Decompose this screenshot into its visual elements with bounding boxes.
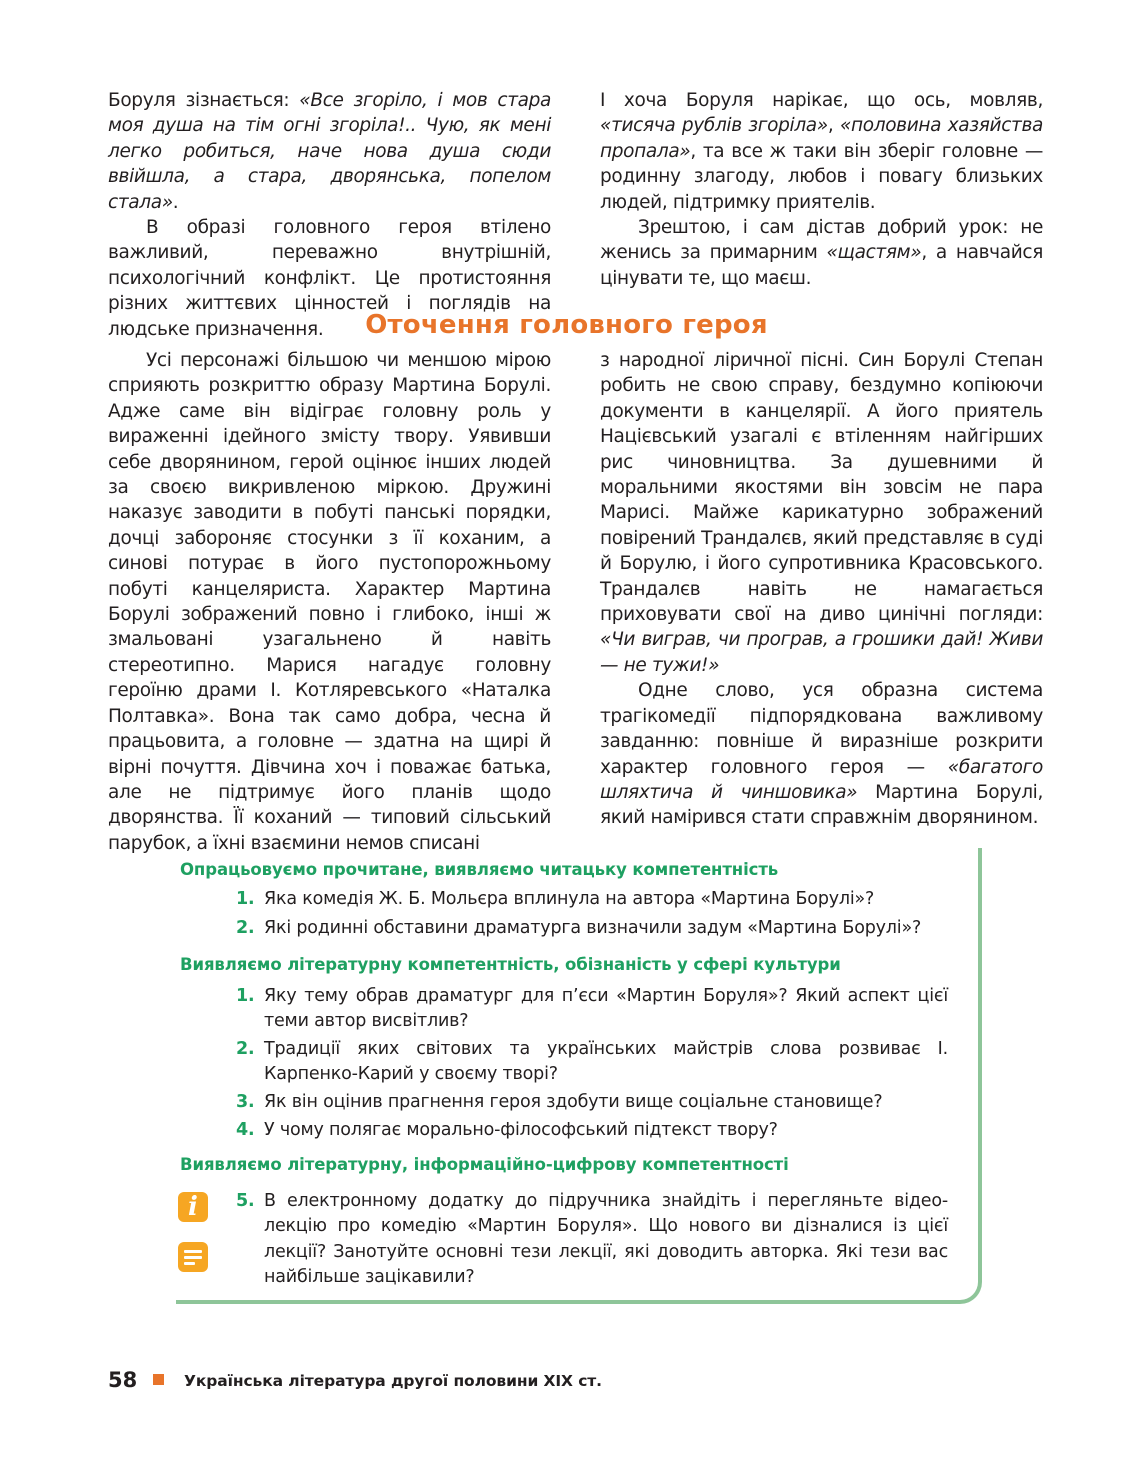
tasks-section-heading: Опрацьовуємо прочитане, виявляємо читацьку компетентність bbox=[180, 860, 779, 879]
question-number: 4. bbox=[236, 1120, 255, 1140]
text-run: , та все ж таки він зберіг головне — родинну злагоду, любов і повагу близьких людей, підтримку приятелів. bbox=[600, 140, 1043, 213]
question-number: 5. bbox=[236, 1191, 255, 1211]
paragraph bbox=[600, 678, 1043, 830]
footer-square-marker bbox=[153, 1374, 164, 1385]
paragraph bbox=[600, 88, 1043, 215]
question-text: Яка комедія Ж. Б. Мольєра вплинула на автора «Мартина Борулі»? bbox=[264, 889, 875, 909]
tasks-section-heading: Виявляємо літературну компетентність, обізнаність у сфері культури bbox=[180, 955, 841, 974]
top-left-column bbox=[108, 88, 551, 342]
text-run: Мартина Борулі, який намірився стати справжнім дворянином. bbox=[600, 781, 1043, 829]
question-item bbox=[236, 984, 948, 1035]
bottom-left-column bbox=[108, 348, 551, 856]
paragraph bbox=[600, 215, 1043, 291]
question-number: 1. bbox=[236, 889, 255, 909]
question-item bbox=[236, 1189, 948, 1291]
info-icon: i bbox=[178, 1192, 208, 1222]
tasks-section-heading: Виявляємо літературну, інформаційно-цифрову компетентності bbox=[180, 1155, 789, 1174]
text-run: Боруля зізнається: bbox=[108, 90, 300, 111]
bottom-right-column bbox=[600, 348, 1043, 831]
quote: «щастям» bbox=[826, 242, 922, 264]
question-item bbox=[236, 1090, 948, 1115]
question-item bbox=[236, 887, 948, 912]
question-text: В електронному додатку до підручника знайдіть і перегляньте відео-лекцію про комедію «Мартин Боруля». Що нового ви дізналися із цієї лекції? Занотуйте основні тези лекції, які доводить авторка. Які тези вас найбільше зацікавили? bbox=[264, 1191, 948, 1288]
text-run: , а навчайся цінувати те, що маєш. bbox=[600, 242, 1043, 289]
text-run: , bbox=[827, 115, 840, 137]
notes-icon bbox=[178, 1242, 208, 1272]
question-number: 2. bbox=[236, 918, 255, 938]
question-text: Традиції яких світових та українських майстрів слова розвиває І. Карпенко-Карий у своєму творі? bbox=[264, 1039, 948, 1085]
question-text: Які родинні обставини драматурга визначили задум «Мартина Борулі»? bbox=[264, 918, 922, 938]
question-text: У чому полягає морально-філософський підтекст твору? bbox=[264, 1120, 778, 1140]
question-text: Яку тему обрав драматург для п’єси «Мартин Боруля»? Який аспект цієї теми автор висвітлив? bbox=[264, 986, 948, 1032]
text-run: І хоча Боруля нарікає, що ось, мовляв, bbox=[600, 90, 1043, 111]
question-item bbox=[236, 916, 948, 941]
text-run: з народної ліричної пісні. Син Борулі Степан робить не свою справу, бездумно копіюючи документи в канцелярії. А його приятель Націєвський узагалі є втіленням найгірших рис чиновництва. За душевними й моральними якостями він зовсім не пара Марисі. Майже карикатурно зображений повірений Трандалєв, який представляє в суді й Борулю, і його супротивника Красовського. Трандалєв навіть не намагається приховувати свої на диво цинічні погляди: bbox=[600, 350, 1043, 626]
quote: «половина хазяйства пропала» bbox=[600, 115, 1044, 162]
quote: «тисяча рублів згоріла» bbox=[600, 115, 828, 137]
text-run: Одне слово, уся образна система трагікомедії підпорядкована важливому завданню: повніше й виразніше розкрити характер головного героя — bbox=[600, 680, 1043, 778]
question-item bbox=[236, 1037, 948, 1088]
page-number: 58 bbox=[108, 1368, 138, 1392]
section-title: Оточення головного героя bbox=[365, 310, 768, 340]
question-item bbox=[236, 1118, 948, 1143]
question-number: 1. bbox=[236, 986, 255, 1006]
running-title: Українська література другої половини ХІХ ст. bbox=[184, 1372, 602, 1390]
question-number: 3. bbox=[236, 1092, 255, 1112]
top-right-column bbox=[600, 88, 1043, 291]
quote: «Чи виграв, чи програв, а грошики дай! Живи — не тужи!» bbox=[600, 629, 1043, 676]
quote: «багатого шляхтича й чиншовика» bbox=[600, 756, 1043, 803]
paragraph: В образі головного героя втілено важливий, переважно внутрішній, психологічний конфлікт. Це протистояння різних життєвих цінностей і поглядів на людське призначення. bbox=[108, 217, 551, 340]
paragraph bbox=[108, 88, 551, 215]
paragraph: Усі персонажі більшою чи меншою мірою сприяють розкриттю образу Мартина Борулі. Адже саме він відіграє головну роль у вираженні ідейного змісту твору. Уявивши себе дворянином, герой оцінює інших людей за своєю викривленою міркою. Дружині наказує заводити в побуті панські порядки, дочці забороняє стосунки з її коханим, а синові потурає в його пустопорожньому побуті канцеляриста. Характер Мартина Борулі зображений повно і глибоко, інші ж змальовані узагальнено й навіть стереотипно. Марися нагадує головну героїню драми І. Котляревського «Наталка Полтавка». Вона так само добра, чесна й працьовита, а головне — здатна на щирі й вірні почуття. Дівчина хоч і поважає батька, але не підтримує його планів щодо дворянства. Її коханий — типовий сільський парубок, а їхні взаємини немов списані bbox=[108, 350, 551, 854]
paragraph bbox=[600, 348, 1043, 678]
quote: «Все згоріло, і мов стара моя душа на тім огні згоріла!.. Чую, як мені легко робиться, наче нова душа сюди ввійшла, а стара, дворянська, попелом стала» bbox=[108, 90, 551, 213]
question-text: Як він оцінив прагнення героя здобути вище соціальне становище? bbox=[264, 1092, 883, 1112]
text-run: . bbox=[172, 191, 179, 213]
question-number: 2. bbox=[236, 1039, 255, 1059]
text-run: Зрештою, і сам дістав добрий урок: не женись за примарним bbox=[600, 217, 1043, 264]
